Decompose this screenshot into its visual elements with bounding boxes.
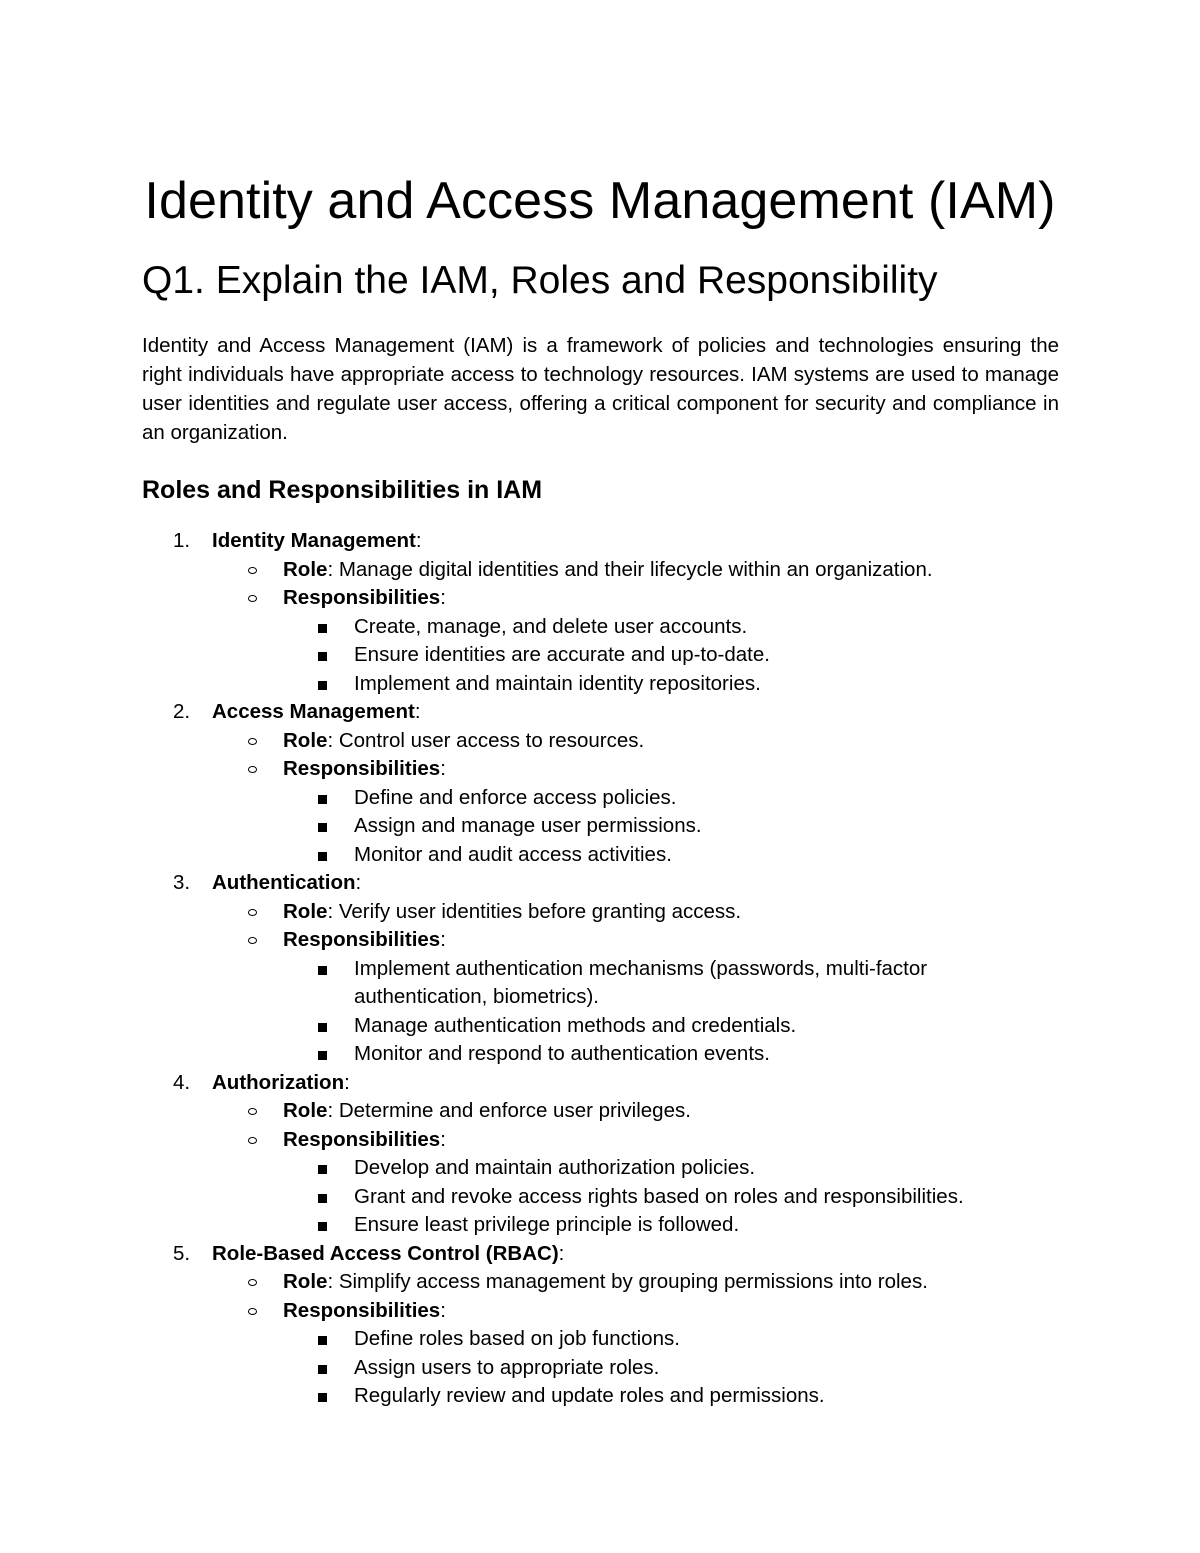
role-row	[0, 1268, 1200, 1297]
circle-bullet-icon	[248, 1308, 257, 1315]
item-colon: :	[558, 1241, 565, 1265]
item-colon: :	[415, 529, 422, 552]
square-bullet-icon	[318, 1393, 327, 1402]
responsibility-text: Assign users to appropriate roles.	[354, 1355, 660, 1379]
responsibility-text: Implement and maintain identity repositories.	[354, 671, 761, 695]
square-bullet-icon	[318, 1165, 327, 1174]
list-number: 3.	[173, 871, 191, 894]
square-bullet-icon	[318, 1222, 327, 1231]
role-label: Role	[283, 557, 328, 581]
circle-bullet-icon	[248, 766, 257, 773]
role-text: : Verify user identities before granting access.	[327, 899, 742, 923]
role-label: Role	[283, 1270, 328, 1293]
item-name: Role-Based Access Control (RBAC)	[212, 1241, 559, 1265]
responsibility-item	[0, 1211, 1200, 1240]
responsibility-item	[0, 1354, 1200, 1383]
responsibility-text: Create, manage, and delete user accounts.	[354, 614, 748, 638]
role-text: : Control user access to resources.	[327, 728, 645, 752]
item-name: Access Management	[212, 700, 415, 723]
responsibility-item	[0, 812, 1200, 841]
circle-bullet-icon	[248, 738, 257, 745]
roles-list	[0, 527, 1200, 1411]
responsibilities-colon: :	[440, 586, 446, 609]
role-text: : Manage digital identities and their lifecycle within an organization.	[327, 557, 933, 581]
circle-bullet-icon	[248, 937, 257, 944]
role-row	[0, 1097, 1200, 1126]
responsibility-item	[0, 670, 1200, 699]
document-title: Identity and Access Management (IAM)	[144, 172, 1056, 230]
item-colon: :	[414, 700, 421, 723]
role-row	[0, 556, 1200, 585]
responsibilities-colon: :	[440, 1127, 446, 1151]
item-colon: :	[344, 1070, 350, 1094]
responsibilities-colon: :	[440, 928, 446, 951]
list-item	[0, 698, 1200, 727]
responsibilities-colon: :	[440, 757, 446, 780]
responsibility-item	[0, 641, 1200, 670]
item-name: Identity Management	[212, 529, 416, 552]
responsibilities-label: Responsibilities	[283, 928, 441, 951]
list-item	[0, 869, 1200, 898]
square-bullet-icon	[318, 852, 327, 861]
circle-bullet-icon	[248, 909, 257, 916]
responsibility-item	[0, 1012, 1200, 1041]
role-label: Role	[283, 728, 328, 752]
responsibility-item	[0, 1325, 1200, 1354]
responsibility-item	[0, 1382, 1200, 1411]
circle-bullet-icon	[248, 1108, 257, 1115]
responsibility-text: Ensure identities are accurate and up-to-date.	[354, 643, 770, 666]
list-number: 2.	[173, 700, 191, 723]
responsibilities-label: Responsibilities	[283, 586, 441, 609]
list-item	[0, 1240, 1200, 1269]
responsibility-text: Ensure least privilege principle is followed.	[354, 1213, 740, 1236]
role-label: Role	[283, 1099, 328, 1122]
square-bullet-icon	[318, 624, 327, 633]
responsibilities-row	[0, 926, 1200, 955]
circle-bullet-icon	[248, 595, 257, 602]
square-bullet-icon	[318, 966, 327, 975]
circle-bullet-icon	[248, 1279, 257, 1286]
role-text: : Determine and enforce user privileges.	[327, 1099, 691, 1122]
role-label: Role	[283, 899, 328, 923]
intro-paragraph: Identity and Access Management (IAM) is a framework of policies and technologies ensuring the right individuals have appropriate access to technology resources. IAM systems are used to manage user identities and regulate user access, offering a critical component for security and compliance in an organization.	[142, 334, 1059, 444]
circle-bullet-icon	[248, 1137, 257, 1144]
item-name: Authentication	[212, 871, 356, 894]
responsibility-text: Monitor and audit access activities.	[354, 842, 672, 866]
square-bullet-icon	[318, 1336, 327, 1345]
square-bullet-icon	[318, 681, 327, 690]
role-text: : Simplify access management by grouping permissions into roles.	[327, 1270, 928, 1293]
responsibilities-label: Responsibilities	[283, 1127, 441, 1151]
responsibility-text: Define and enforce access policies.	[354, 785, 677, 809]
role-row	[0, 727, 1200, 756]
responsibility-item	[0, 955, 1200, 1012]
square-bullet-icon	[318, 823, 327, 832]
list-item	[0, 1069, 1200, 1098]
responsibilities-colon: :	[440, 1298, 446, 1322]
responsibility-item	[0, 784, 1200, 813]
responsibilities-row	[0, 1297, 1200, 1326]
square-bullet-icon	[318, 1194, 327, 1203]
responsibility-text: Monitor and respond to authentication events.	[354, 1042, 770, 1065]
responsibilities-row	[0, 584, 1200, 613]
question-heading: Q1. Explain the IAM, Roles and Responsibility	[142, 259, 938, 302]
responsibilities-label: Responsibilities	[283, 757, 441, 780]
responsibility-text: Grant and revoke access rights based on roles and responsibilities.	[354, 1184, 964, 1208]
list-number: 4.	[173, 1070, 191, 1094]
responsibility-item	[0, 613, 1200, 642]
responsibility-item	[0, 1154, 1200, 1183]
square-bullet-icon	[318, 1051, 327, 1060]
square-bullet-icon	[318, 795, 327, 804]
list-number: 1.	[173, 529, 191, 552]
list-number: 5.	[173, 1241, 191, 1265]
responsibility-text: Manage authentication methods and credentials.	[354, 1013, 797, 1037]
square-bullet-icon	[318, 652, 327, 661]
item-colon: :	[355, 871, 362, 894]
circle-bullet-icon	[248, 567, 257, 574]
square-bullet-icon	[318, 1365, 327, 1374]
responsibility-item	[0, 841, 1200, 870]
responsibilities-row	[0, 755, 1200, 784]
responsibility-text: Define roles based on job functions.	[354, 1327, 680, 1350]
item-name: Authorization	[212, 1070, 345, 1094]
responsibility-text: Assign and manage user permissions.	[354, 814, 702, 837]
responsibility-item	[0, 1040, 1200, 1069]
role-row	[0, 898, 1200, 927]
section-heading: Roles and Responsibilities in IAM	[142, 476, 543, 504]
responsibility-text: Develop and maintain authorization policies.	[354, 1156, 756, 1179]
responsibility-text: Implement authentication mechanisms (passwords, multi-factor authentication, biometrics).	[354, 956, 928, 1008]
list-item	[0, 527, 1200, 556]
responsibilities-label: Responsibilities	[283, 1298, 441, 1322]
square-bullet-icon	[318, 1023, 327, 1032]
responsibility-text: Regularly review and update roles and permissions.	[354, 1384, 825, 1407]
responsibilities-row	[0, 1126, 1200, 1155]
responsibility-item	[0, 1183, 1200, 1212]
